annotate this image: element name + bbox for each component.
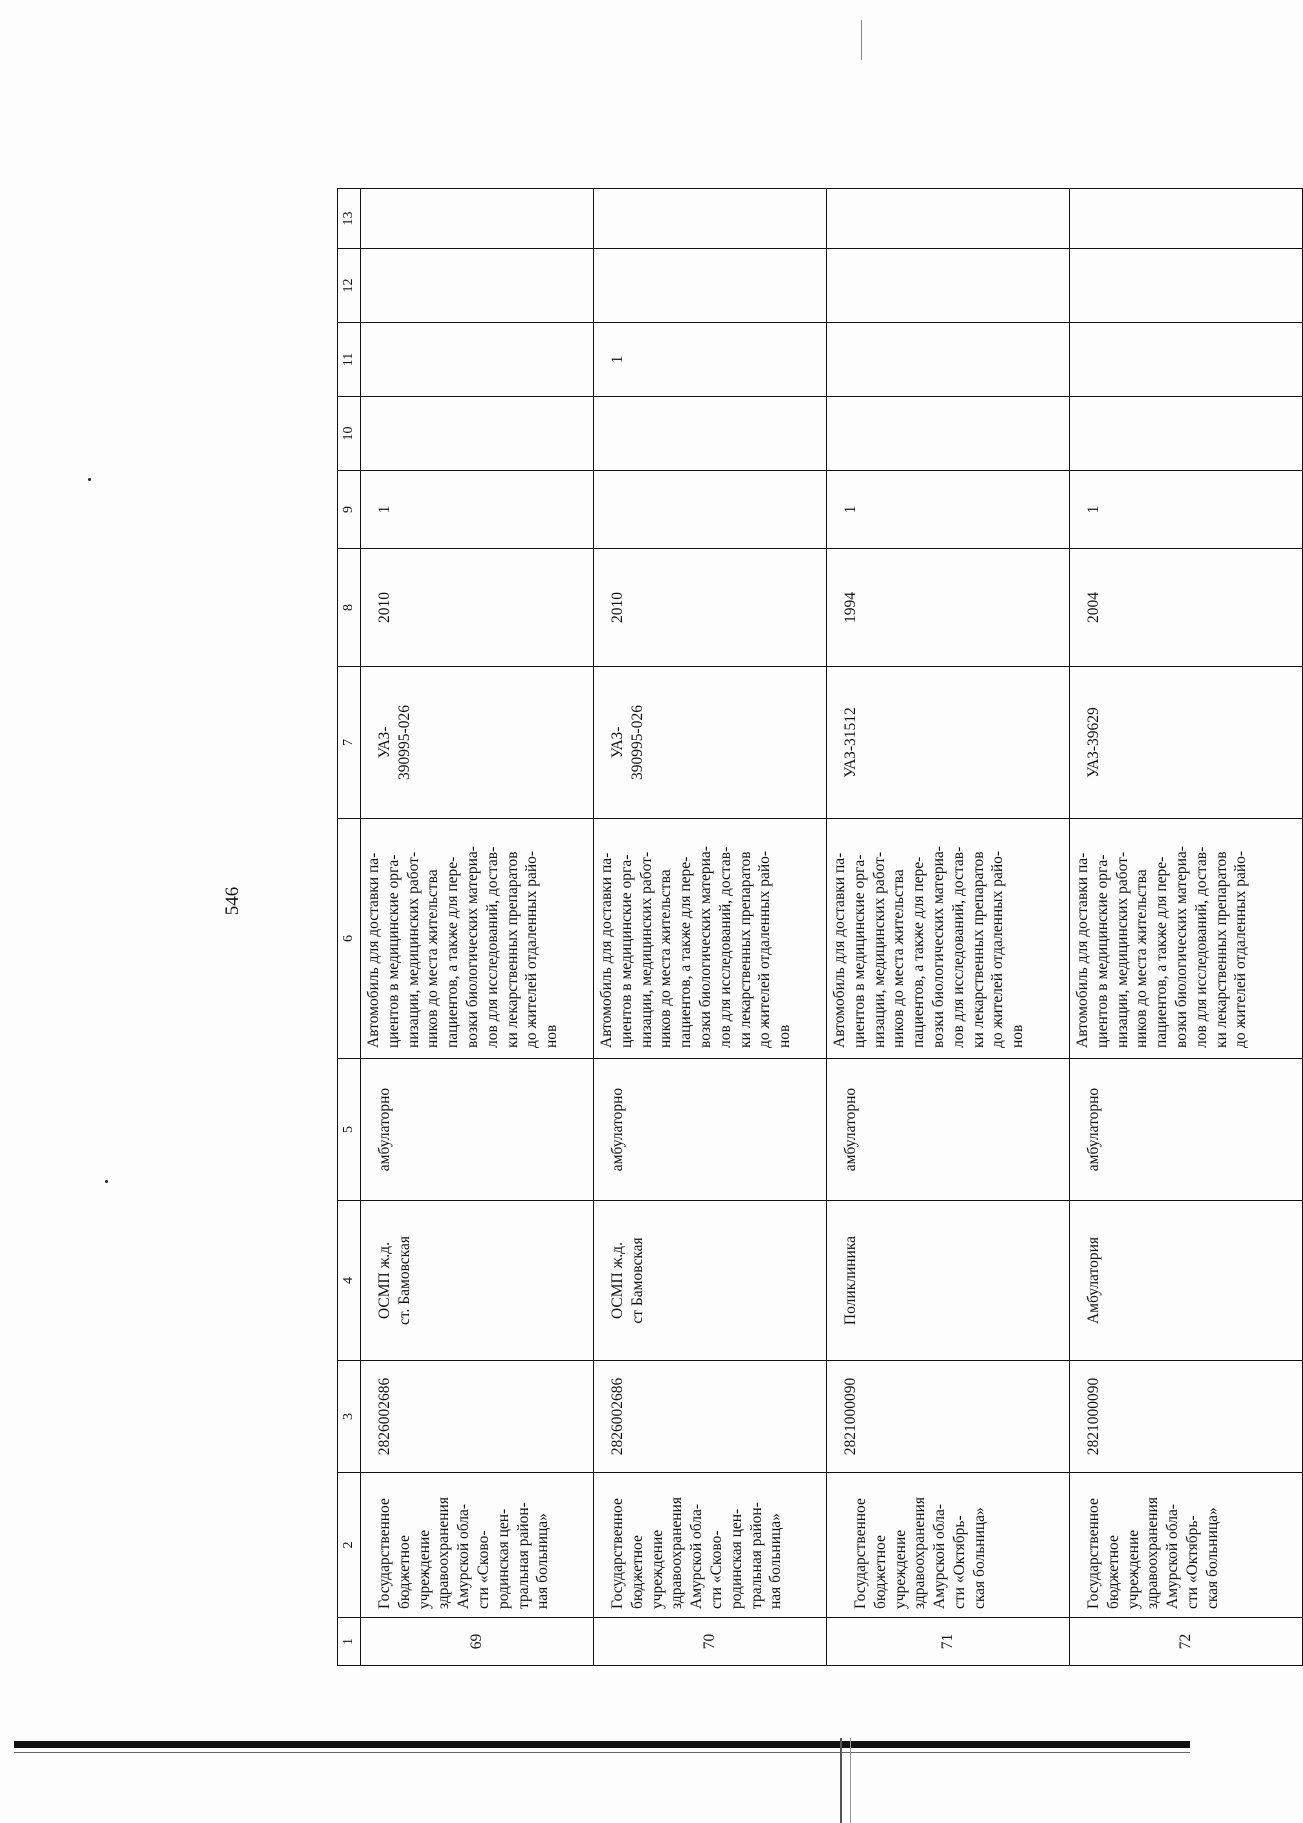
vehicle-purpose: Автомобиль для доставки па- циентов в медицинские орга- низации, медицинских работ- ников до места жительства пациентов, а также для пере- возки биологических материа- лов для исследований, достав- ки лекарственных препаратов до жителей отдаленных райо- bbox=[1070, 819, 1303, 1059]
scan-binding-mark bbox=[840, 1738, 842, 1823]
count-col-9: 1 bbox=[827, 471, 1070, 549]
count-col-12 bbox=[827, 249, 1070, 323]
col-header: 11 bbox=[338, 323, 361, 397]
table-row bbox=[594, 189, 827, 1666]
count-col-13 bbox=[1070, 189, 1303, 249]
institution-name: Государственное бюджетное учреждение здравоохранения Амурской обла- сти «Октябрь- ская больница» bbox=[1070, 1473, 1303, 1618]
registry-table bbox=[337, 188, 1303, 1666]
institution-name: Государственное бюджетное учреждение здравоохранения Амурской обла- сти «Сково- родинская цен- тральная район- ная больница» bbox=[361, 1473, 594, 1618]
table-row bbox=[827, 189, 1070, 1666]
inn: 2826002686 bbox=[361, 1361, 594, 1473]
row-number: 72 bbox=[1070, 1618, 1303, 1666]
col-header: 8 bbox=[338, 549, 361, 667]
count-col-13 bbox=[594, 189, 827, 249]
count-col-10 bbox=[594, 397, 827, 471]
scan-artifact-line bbox=[861, 20, 862, 60]
vehicle-purpose: Автомобиль для доставки па- циентов в медицинские орга- низации, медицинских работ- ников до места жительства пациентов, а также для пере- возки биологических материа- лов для исследований, достав- ки лекарственных препаратов до жителей отдаленных райо- нов bbox=[361, 819, 594, 1059]
vehicle-model: УАЗ-39629 bbox=[1070, 667, 1303, 819]
count-col-12 bbox=[361, 249, 594, 323]
count-col-9: 1 bbox=[1070, 471, 1303, 549]
col-header: 13 bbox=[338, 189, 361, 249]
col-header: 10 bbox=[338, 397, 361, 471]
col-header: 2 bbox=[338, 1473, 361, 1618]
row-number: 69 bbox=[361, 1618, 594, 1666]
count-col-11 bbox=[1070, 323, 1303, 397]
count-col-9 bbox=[594, 471, 827, 549]
count-col-10 bbox=[827, 397, 1070, 471]
col-header: 4 bbox=[338, 1201, 361, 1361]
count-col-13 bbox=[361, 189, 594, 249]
col-header: 1 bbox=[338, 1618, 361, 1666]
col-header: 6 bbox=[338, 819, 361, 1059]
subdivision: Амбулатория bbox=[1070, 1201, 1303, 1361]
col-header: 12 bbox=[338, 249, 361, 323]
care-condition: амбулаторно bbox=[827, 1059, 1070, 1201]
vehicle-model: УАЗ- 390995-026 bbox=[594, 667, 827, 819]
count-col-12 bbox=[1070, 249, 1303, 323]
row-number: 70 bbox=[594, 1618, 827, 1666]
institution-name: Государственное бюджетное учреждение здравоохранения Амурской обла- сти «Сково- родинская цен- тральная район- ная больница» bbox=[594, 1473, 827, 1618]
count-col-10 bbox=[1070, 397, 1303, 471]
vehicle-purpose: Автомобиль для доставки па- циентов в медицинские орга- низации, медицинских работ- ников до места жительства пациентов, а также для пере- возки биологических материа- лов для исследований, достав- ки лекарственных препаратов до жителей отдаленных райо- нов bbox=[827, 819, 1070, 1059]
vehicle-year: 2004 bbox=[1070, 549, 1303, 667]
vehicle-year: 2010 bbox=[594, 549, 827, 667]
col-header: 9 bbox=[338, 471, 361, 549]
column-number-row bbox=[338, 189, 361, 1666]
count-col-12 bbox=[594, 249, 827, 323]
col-header: 3 bbox=[338, 1361, 361, 1473]
inn: 2826002686 bbox=[594, 1361, 827, 1473]
count-col-9: 1 bbox=[361, 471, 594, 549]
page-number: 546 bbox=[222, 886, 243, 916]
subdivision: ОСМП ж.д. ст. Бамовская bbox=[361, 1201, 594, 1361]
vehicle-model: УАЗ- 390995-026 bbox=[361, 667, 594, 819]
col-header: 5 bbox=[338, 1059, 361, 1201]
subdivision: ОСМП ж.д. ст Бамовская bbox=[594, 1201, 827, 1361]
vehicle-year: 2010 bbox=[361, 549, 594, 667]
vehicle-model: УАЗ-31512 bbox=[827, 667, 1070, 819]
row-number: 71 bbox=[827, 1618, 1070, 1666]
count-col-11 bbox=[361, 323, 594, 397]
count-col-11: 1 bbox=[594, 323, 827, 397]
care-condition: амбулаторно bbox=[361, 1059, 594, 1201]
scan-edge-band bbox=[14, 1741, 1190, 1748]
care-condition: амбулаторно bbox=[1070, 1059, 1303, 1201]
subdivision: Поликлиника bbox=[827, 1201, 1070, 1361]
scan-edge-line bbox=[14, 1752, 1190, 1753]
scan-speck bbox=[105, 1180, 108, 1183]
inn: 2821000090 bbox=[1070, 1361, 1303, 1473]
scan-speck bbox=[88, 478, 91, 481]
institution-name: Государственное бюджетное учреждение здравоохранения Амурской обла- сти «Октябрь- ская больница» bbox=[827, 1473, 1070, 1618]
table-row bbox=[1070, 189, 1303, 1666]
care-condition: амбулаторно bbox=[594, 1059, 827, 1201]
inn: 2821000090 bbox=[827, 1361, 1070, 1473]
col-header: 7 bbox=[338, 667, 361, 819]
count-col-11 bbox=[827, 323, 1070, 397]
rotated-page bbox=[222, 140, 1250, 1666]
table-row bbox=[361, 189, 594, 1666]
vehicle-purpose: Автомобиль для доставки па- циентов в медицинские орга- низации, медицинских работ- ников до места жительства пациентов, а также для пере- возки биологических материа- лов для исследований, достав- ки лекарственных препаратов до жителей отдаленных райо- нов bbox=[594, 819, 827, 1059]
vehicle-year: 1994 bbox=[827, 549, 1070, 667]
scan-binding-mark bbox=[850, 1738, 851, 1823]
count-col-10 bbox=[361, 397, 594, 471]
count-col-13 bbox=[827, 189, 1070, 249]
